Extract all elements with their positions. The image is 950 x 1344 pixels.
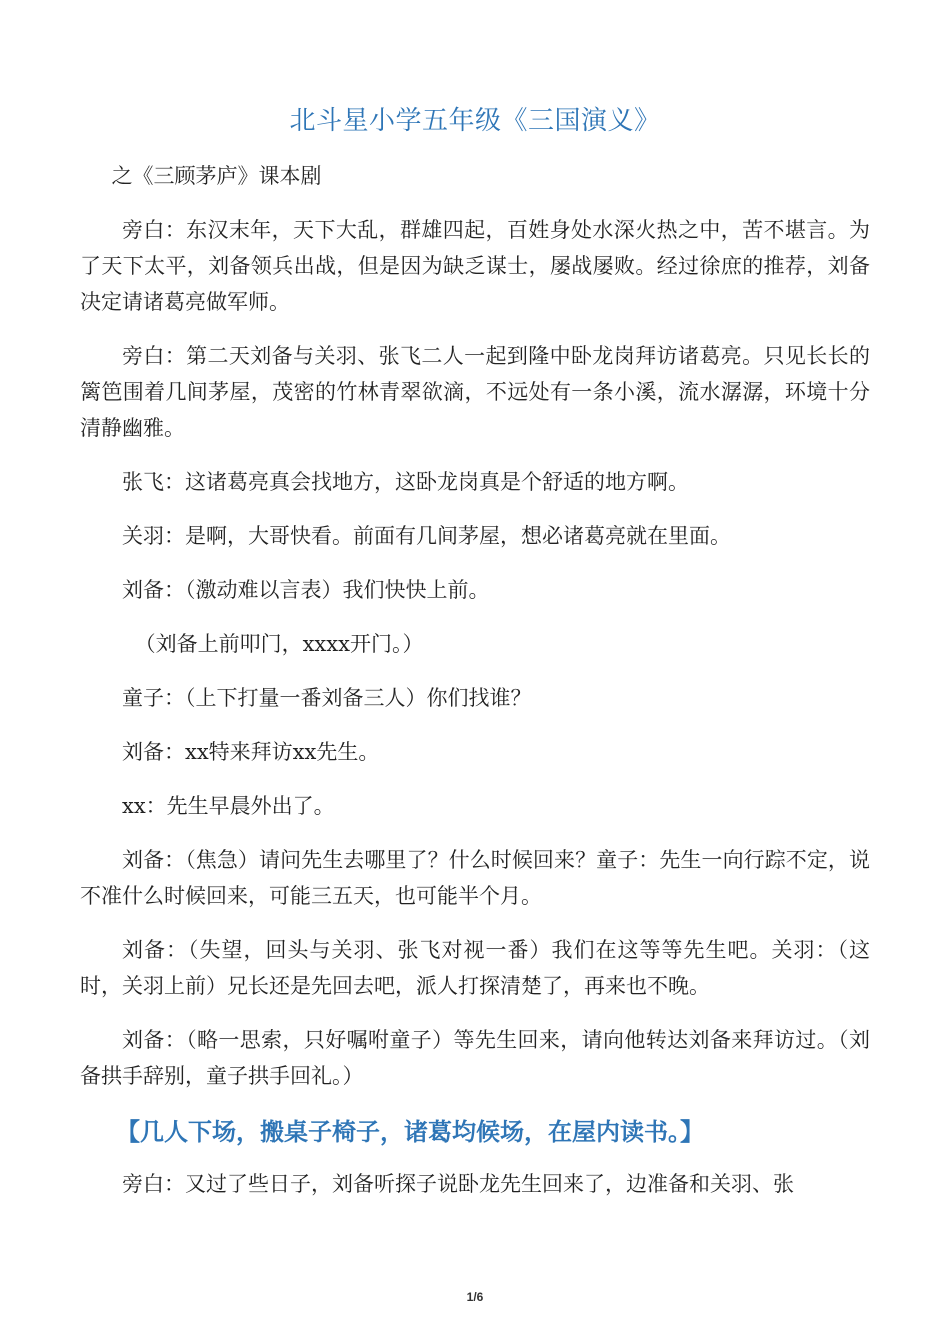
dialogue-line: 张飞：这诸葛亮真会找地方，这卧龙岗真是个舒适的地方啊。 xyxy=(122,470,689,494)
document-title: 北斗星小学五年级《三国演义》 xyxy=(289,106,661,136)
scene-heading: 【几人下场，搬桌子椅子，诸葛均候场，在屋内读书。】 xyxy=(116,1118,704,1146)
page-number: 1/6 xyxy=(466,1290,484,1304)
dialogue-line: 刘备：（焦急）请问先生去哪里了？什么时候回来？童子：先生一向行踪不定，说不准什么时候回来，可能三五天，也可能半个月。 xyxy=(80,848,870,908)
paragraph: 旁白：又过了些日子，刘备听探子说卧龙先生回来了，边准备和关羽、张 xyxy=(122,1172,794,1196)
stage-direction: （刘备上前叩门，xxxx开门。） xyxy=(134,632,424,656)
dialogue-line: 关羽：是啊，大哥快看。前面有几间茅屋，想必诸葛亮就在里面。 xyxy=(122,524,731,548)
paragraph: 旁白：第二天刘备与关羽、张飞二人一起到隆中卧龙岗拜访诸葛亮。只见长长的篱笆围着几间茅屋，茂密的竹林青翠欲滴，不远处有一条小溪，流水潺潺，环境十分清静幽雅。 xyxy=(80,344,870,440)
dialogue-line: 刘备：（失望，回头与关羽、张飞对视一番）我们在这等等先生吧。关羽：（这时，关羽上前）兄长还是先回去吧，派人打探清楚了，再来也不晚。 xyxy=(80,938,870,998)
document-body xyxy=(80,158,870,1220)
dialogue-line: 刘备：（略一思索，只好嘱咐童子）等先生回来，请向他转达刘备来拜访过。（刘备拱手辞别，童子拱手回礼。） xyxy=(80,1028,870,1088)
dialogue-line: 童子：（上下打量一番刘备三人）你们找谁？ xyxy=(122,686,532,710)
paragraph: 旁白：东汉末年，天下大乱，群雄四起，百姓身处水深火热之中，苦不堪言。为了天下太平，刘备领兵出战，但是因为缺乏谋士，屡战屡败。经过徐庶的推荐，刘备决定请诸葛亮做军师。 xyxy=(80,218,870,314)
dialogue-line: xx：先生早晨外出了。 xyxy=(122,794,335,818)
subtitle-line: 之《三顾茅庐》课本剧 xyxy=(111,164,322,188)
dialogue-line: 刘备：xx特来拜访xx先生。 xyxy=(122,740,380,764)
dialogue-line: 刘备：（激动难以言表）我们快快上前。 xyxy=(122,578,490,602)
